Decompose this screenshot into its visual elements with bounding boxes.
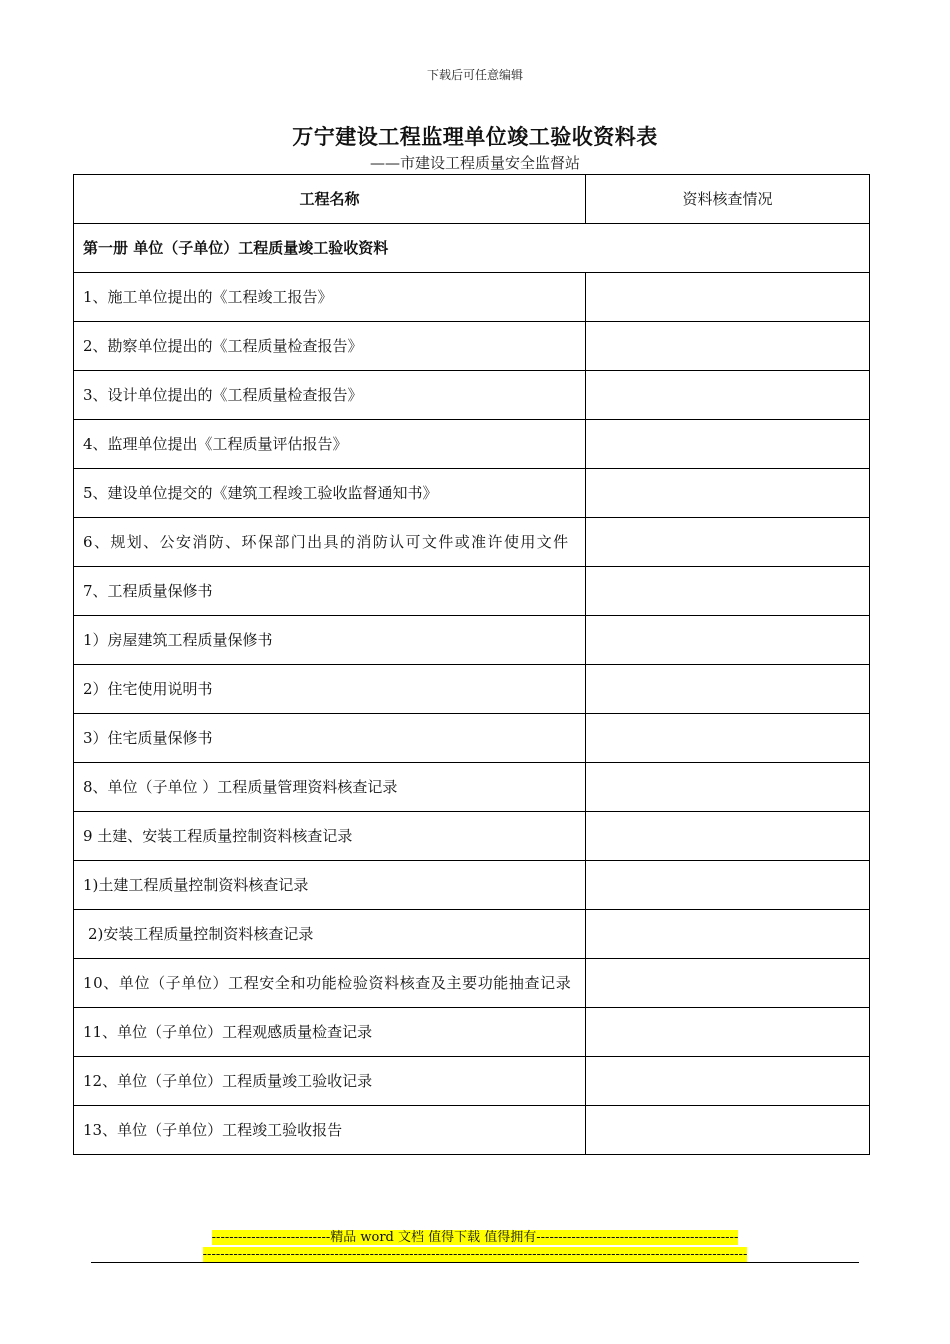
- table-row: [74, 616, 870, 665]
- table-row: [74, 665, 870, 714]
- check-cell[interactable]: [586, 567, 870, 616]
- item-cell: 7、工程质量保修书: [74, 567, 586, 616]
- table-row: [74, 1106, 870, 1155]
- check-cell[interactable]: [586, 1106, 870, 1155]
- check-cell[interactable]: [586, 763, 870, 812]
- table-row: [74, 420, 870, 469]
- check-cell[interactable]: [586, 518, 870, 567]
- table-row: [74, 763, 870, 812]
- check-cell[interactable]: [586, 322, 870, 371]
- table-row: [74, 714, 870, 763]
- check-cell[interactable]: [586, 1008, 870, 1057]
- item-cell: 13、单位（子单位）工程竣工验收报告: [74, 1106, 586, 1155]
- table-row: [74, 518, 870, 567]
- item-cell: 10、单位（子单位）工程安全和功能检验资料核查及主要功能抽查记录: [74, 959, 586, 1008]
- item-cell: 8、单位（子单位 ）工程质量管理资料核查记录: [74, 763, 586, 812]
- col-header-project-name: 工程名称: [74, 175, 586, 224]
- item-cell: 11、单位（子单位）工程观感质量检查记录: [74, 1008, 586, 1057]
- acceptance-table: [73, 174, 870, 1155]
- footer-divider: [91, 1262, 859, 1263]
- footer-banner: [176, 1229, 774, 1263]
- table-row: [74, 322, 870, 371]
- check-cell[interactable]: [586, 1057, 870, 1106]
- section-row: [74, 224, 870, 273]
- table-row: [74, 1057, 870, 1106]
- table-row: [74, 567, 870, 616]
- table-row: [74, 910, 870, 959]
- item-cell: 9 土建、安装工程质量控制资料核查记录: [74, 812, 586, 861]
- table-row: [74, 1008, 870, 1057]
- table-row: [74, 273, 870, 322]
- item-cell: 5、建设单位提交的《建筑工程竣工验收监督通知书》: [74, 469, 586, 518]
- item-cell: 1、施工单位提出的《工程竣工报告》: [74, 273, 586, 322]
- item-cell: 6、规划、公安消防、环保部门出具的消防认可文件或准许使用文件: [74, 518, 586, 567]
- page-title: 万宁建设工程监理单位竣工验收资料表: [292, 125, 658, 149]
- item-cell: 1)土建工程质量控制资料核查记录: [74, 861, 586, 910]
- col-header-check-status: 资料核查情况: [586, 175, 870, 224]
- item-cell: 1）房屋建筑工程质量保修书: [74, 616, 586, 665]
- item-cell: 2）住宅使用说明书: [74, 665, 586, 714]
- check-cell[interactable]: [586, 812, 870, 861]
- table-row: [74, 959, 870, 1008]
- check-cell[interactable]: [586, 861, 870, 910]
- item-cell: 3、设计单位提出的《工程质量检查报告》: [74, 371, 586, 420]
- footer-line-2: ----------------------------------------------------------------------------------------------------------------------------: [202, 1247, 748, 1262]
- footer-line-1: ---------------------------精品 word 文档 值得下载 值得拥有----------------------------------------------: [211, 1230, 739, 1245]
- check-cell[interactable]: [586, 910, 870, 959]
- item-cell: 4、监理单位提出《工程质量评估报告》: [74, 420, 586, 469]
- table-row: [74, 812, 870, 861]
- check-cell[interactable]: [586, 371, 870, 420]
- item-cell: 2)安装工程质量控制资料核查记录: [74, 910, 586, 959]
- check-cell[interactable]: [586, 273, 870, 322]
- header-note: 下载后可任意编辑: [426, 68, 523, 82]
- check-cell[interactable]: [586, 616, 870, 665]
- table-row: [74, 861, 870, 910]
- check-cell[interactable]: [586, 665, 870, 714]
- item-cell: 12、单位（子单位）工程质量竣工验收记录: [74, 1057, 586, 1106]
- table-row: [74, 371, 870, 420]
- check-cell[interactable]: [586, 959, 870, 1008]
- table-row: [74, 469, 870, 518]
- check-cell[interactable]: [586, 420, 870, 469]
- check-cell[interactable]: [586, 714, 870, 763]
- page-subtitle: ——市建设工程质量安全监督站: [369, 154, 580, 172]
- item-cell: 3）住宅质量保修书: [74, 714, 586, 763]
- table-header-row: [74, 175, 870, 224]
- check-cell[interactable]: [586, 469, 870, 518]
- item-cell: 2、勘察单位提出的《工程质量检查报告》: [74, 322, 586, 371]
- section-title: 第一册 单位（子单位）工程质量竣工验收资料: [74, 224, 870, 273]
